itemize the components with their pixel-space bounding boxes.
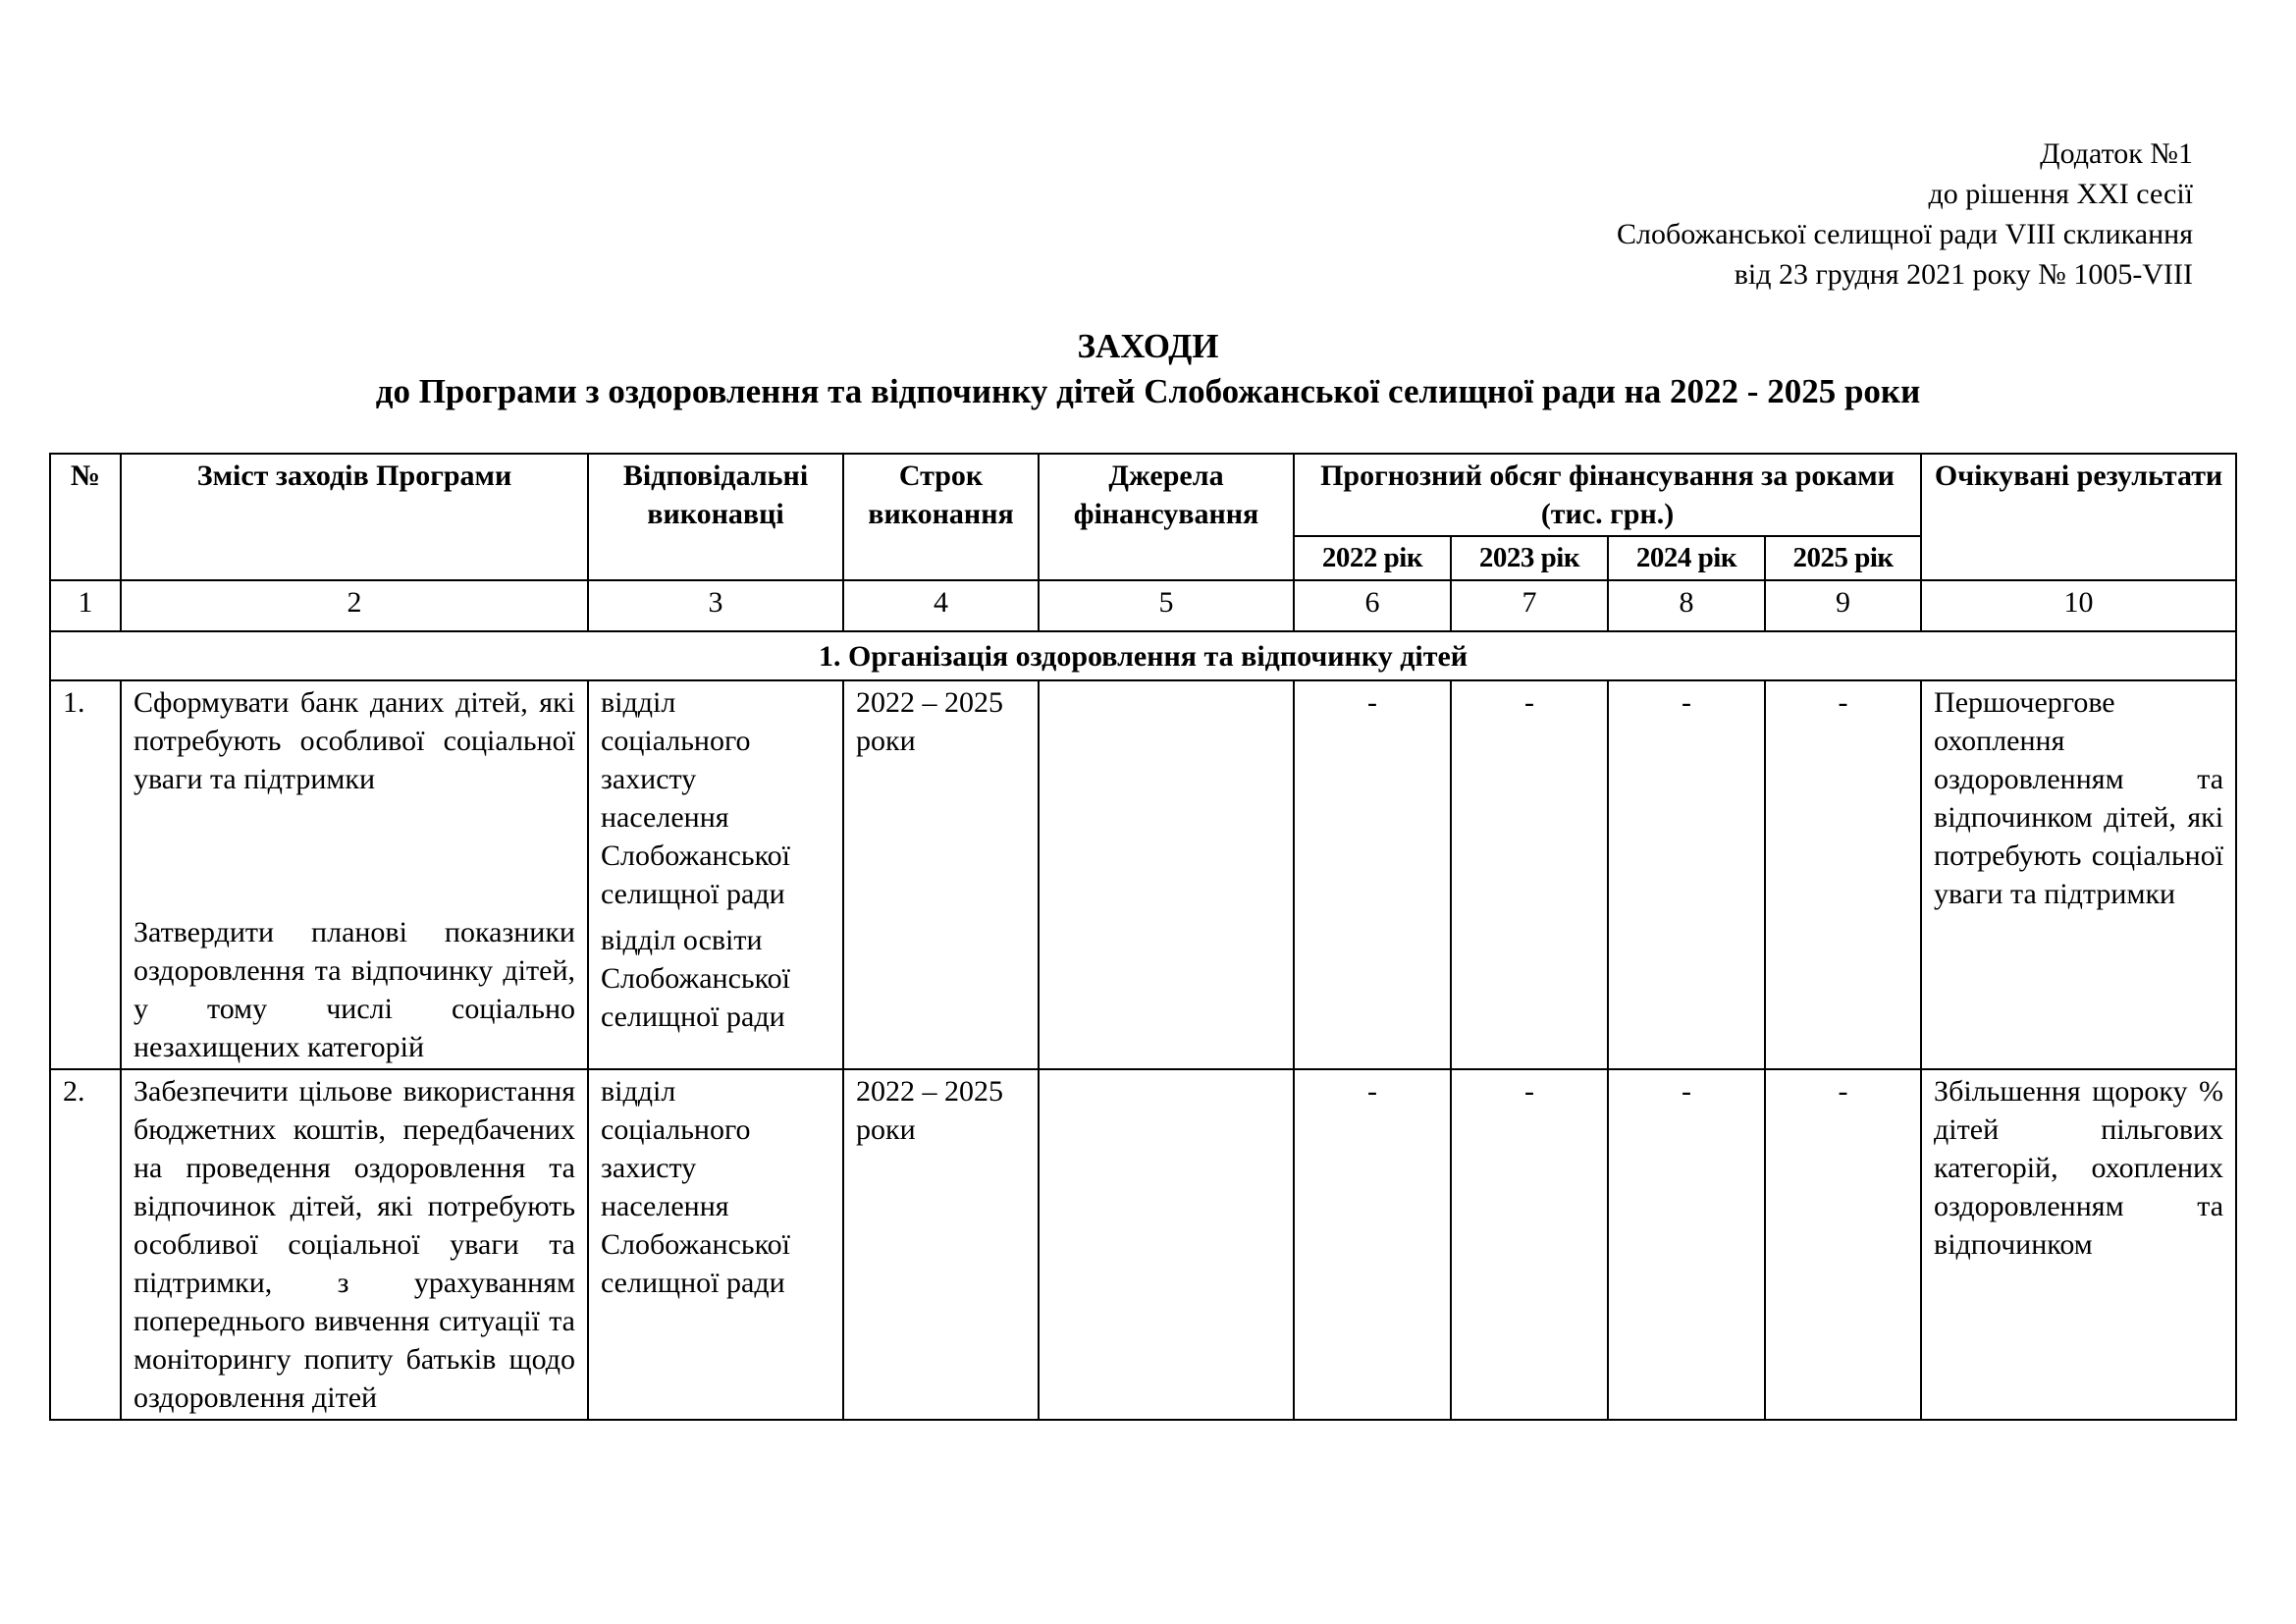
column-number: 7 (1451, 580, 1608, 631)
header-row (50, 454, 2236, 536)
title-subtitle: до Програми з оздоровлення та відпочинку дітей Слобожанської селищної ради на 2022 - 2025 роки (375, 372, 1921, 410)
row-funding-2023: - (1451, 680, 1608, 1069)
row-funding-2022: - (1294, 680, 1451, 1069)
row-funding-2025: - (1765, 1069, 1921, 1420)
header-executors: Відповідальні виконавці (588, 454, 843, 580)
row-funding-2022: - (1294, 1069, 1451, 1420)
column-number: 6 (1294, 580, 1451, 631)
header-funding: Прогнозний обсяг фінансування за роками (тис. грн.) (1294, 454, 1921, 536)
row-executors (588, 680, 843, 1069)
column-number: 4 (843, 580, 1039, 631)
column-numbers-row (50, 580, 2236, 631)
row-funding-2024: - (1608, 680, 1765, 1069)
title-main: ЗАХОДИ (1077, 327, 1219, 365)
row-source (1039, 1069, 1294, 1420)
annex-line-1: Додаток №1 (2040, 137, 2193, 170)
annex-line-2: до рішення XXI сесії (1928, 178, 2193, 210)
header-year-2025: 2025 рік (1765, 536, 1921, 580)
header-num: № (50, 454, 121, 580)
header-results: Очікувані результати (1921, 454, 2236, 580)
annex-line-4: від 23 грудня 2021 року № 1005-VIII (1734, 258, 2193, 291)
row-content-part-a: Сформувати банк даних дітей, які потребують особливої соціальної уваги та підтримки (133, 686, 575, 795)
section-row (50, 631, 2236, 680)
row-executor-b: відділ освіти Слобожанської селищної ради (601, 924, 790, 1033)
document-title (0, 324, 2296, 414)
column-number: 10 (1921, 580, 2236, 631)
row-executors: відділ соціального захисту населення Слобожанської селищної ради (588, 1069, 843, 1420)
row-funding-2023: - (1451, 1069, 1608, 1420)
row-content (121, 680, 588, 1069)
column-number: 8 (1608, 580, 1765, 631)
table-row (50, 1069, 2236, 1420)
header-content: Зміст заходів Програми (121, 454, 588, 580)
section-title: 1. Організація оздоровлення та відпочинку дітей (50, 631, 2236, 680)
column-number: 2 (121, 580, 588, 631)
row-term: 2022 – 2025 роки (843, 680, 1039, 1069)
column-number: 9 (1765, 580, 1921, 631)
row-result: Збільшення щороку % дітей пільгових категорій, охоплених оздоровленням та відпочинком (1921, 1069, 2236, 1420)
column-number: 1 (50, 580, 121, 631)
header-year-2023: 2023 рік (1451, 536, 1608, 580)
row-number: 1. (50, 680, 121, 1069)
row-content-part-b: Затвердити планові показники оздоровлення та відпочинку дітей, у тому числі соціально незахищених категорій (133, 916, 575, 1063)
row-funding-2024: - (1608, 1069, 1765, 1420)
row-executor-a: відділ соціального захисту населення Слобожанської селищної ради (601, 686, 790, 910)
header-term: Строк виконання (843, 454, 1039, 580)
row-content: Забезпечити цільове використання бюджетних коштів, передбачених на проведення оздоровлення та відпочинок дітей, які потребують особливої соціальної уваги та підтримки, з урахуванням попереднього вивчення ситуації та моніторингу попиту батьків щодо оздоровлення дітей (121, 1069, 588, 1420)
row-result: Першочергове охоплення оздоровленням та відпочинком дітей, які потребують соціальної уваги та підтримки (1921, 680, 2236, 1069)
header-year-2024: 2024 рік (1608, 536, 1765, 580)
row-source (1039, 680, 1294, 1069)
header-year-2022: 2022 рік (1294, 536, 1451, 580)
table-row (50, 680, 2236, 1069)
row-funding-2025: - (1765, 680, 1921, 1069)
annex-line-3: Слобожанської селищної ради VIII скликання (1616, 218, 2193, 250)
measures-table (49, 453, 2237, 1421)
annex-block (1617, 134, 2193, 295)
column-number: 5 (1039, 580, 1294, 631)
header-sources: Джерела фінансування (1039, 454, 1294, 580)
column-number: 3 (588, 580, 843, 631)
row-number: 2. (50, 1069, 121, 1420)
row-term: 2022 – 2025 роки (843, 1069, 1039, 1420)
